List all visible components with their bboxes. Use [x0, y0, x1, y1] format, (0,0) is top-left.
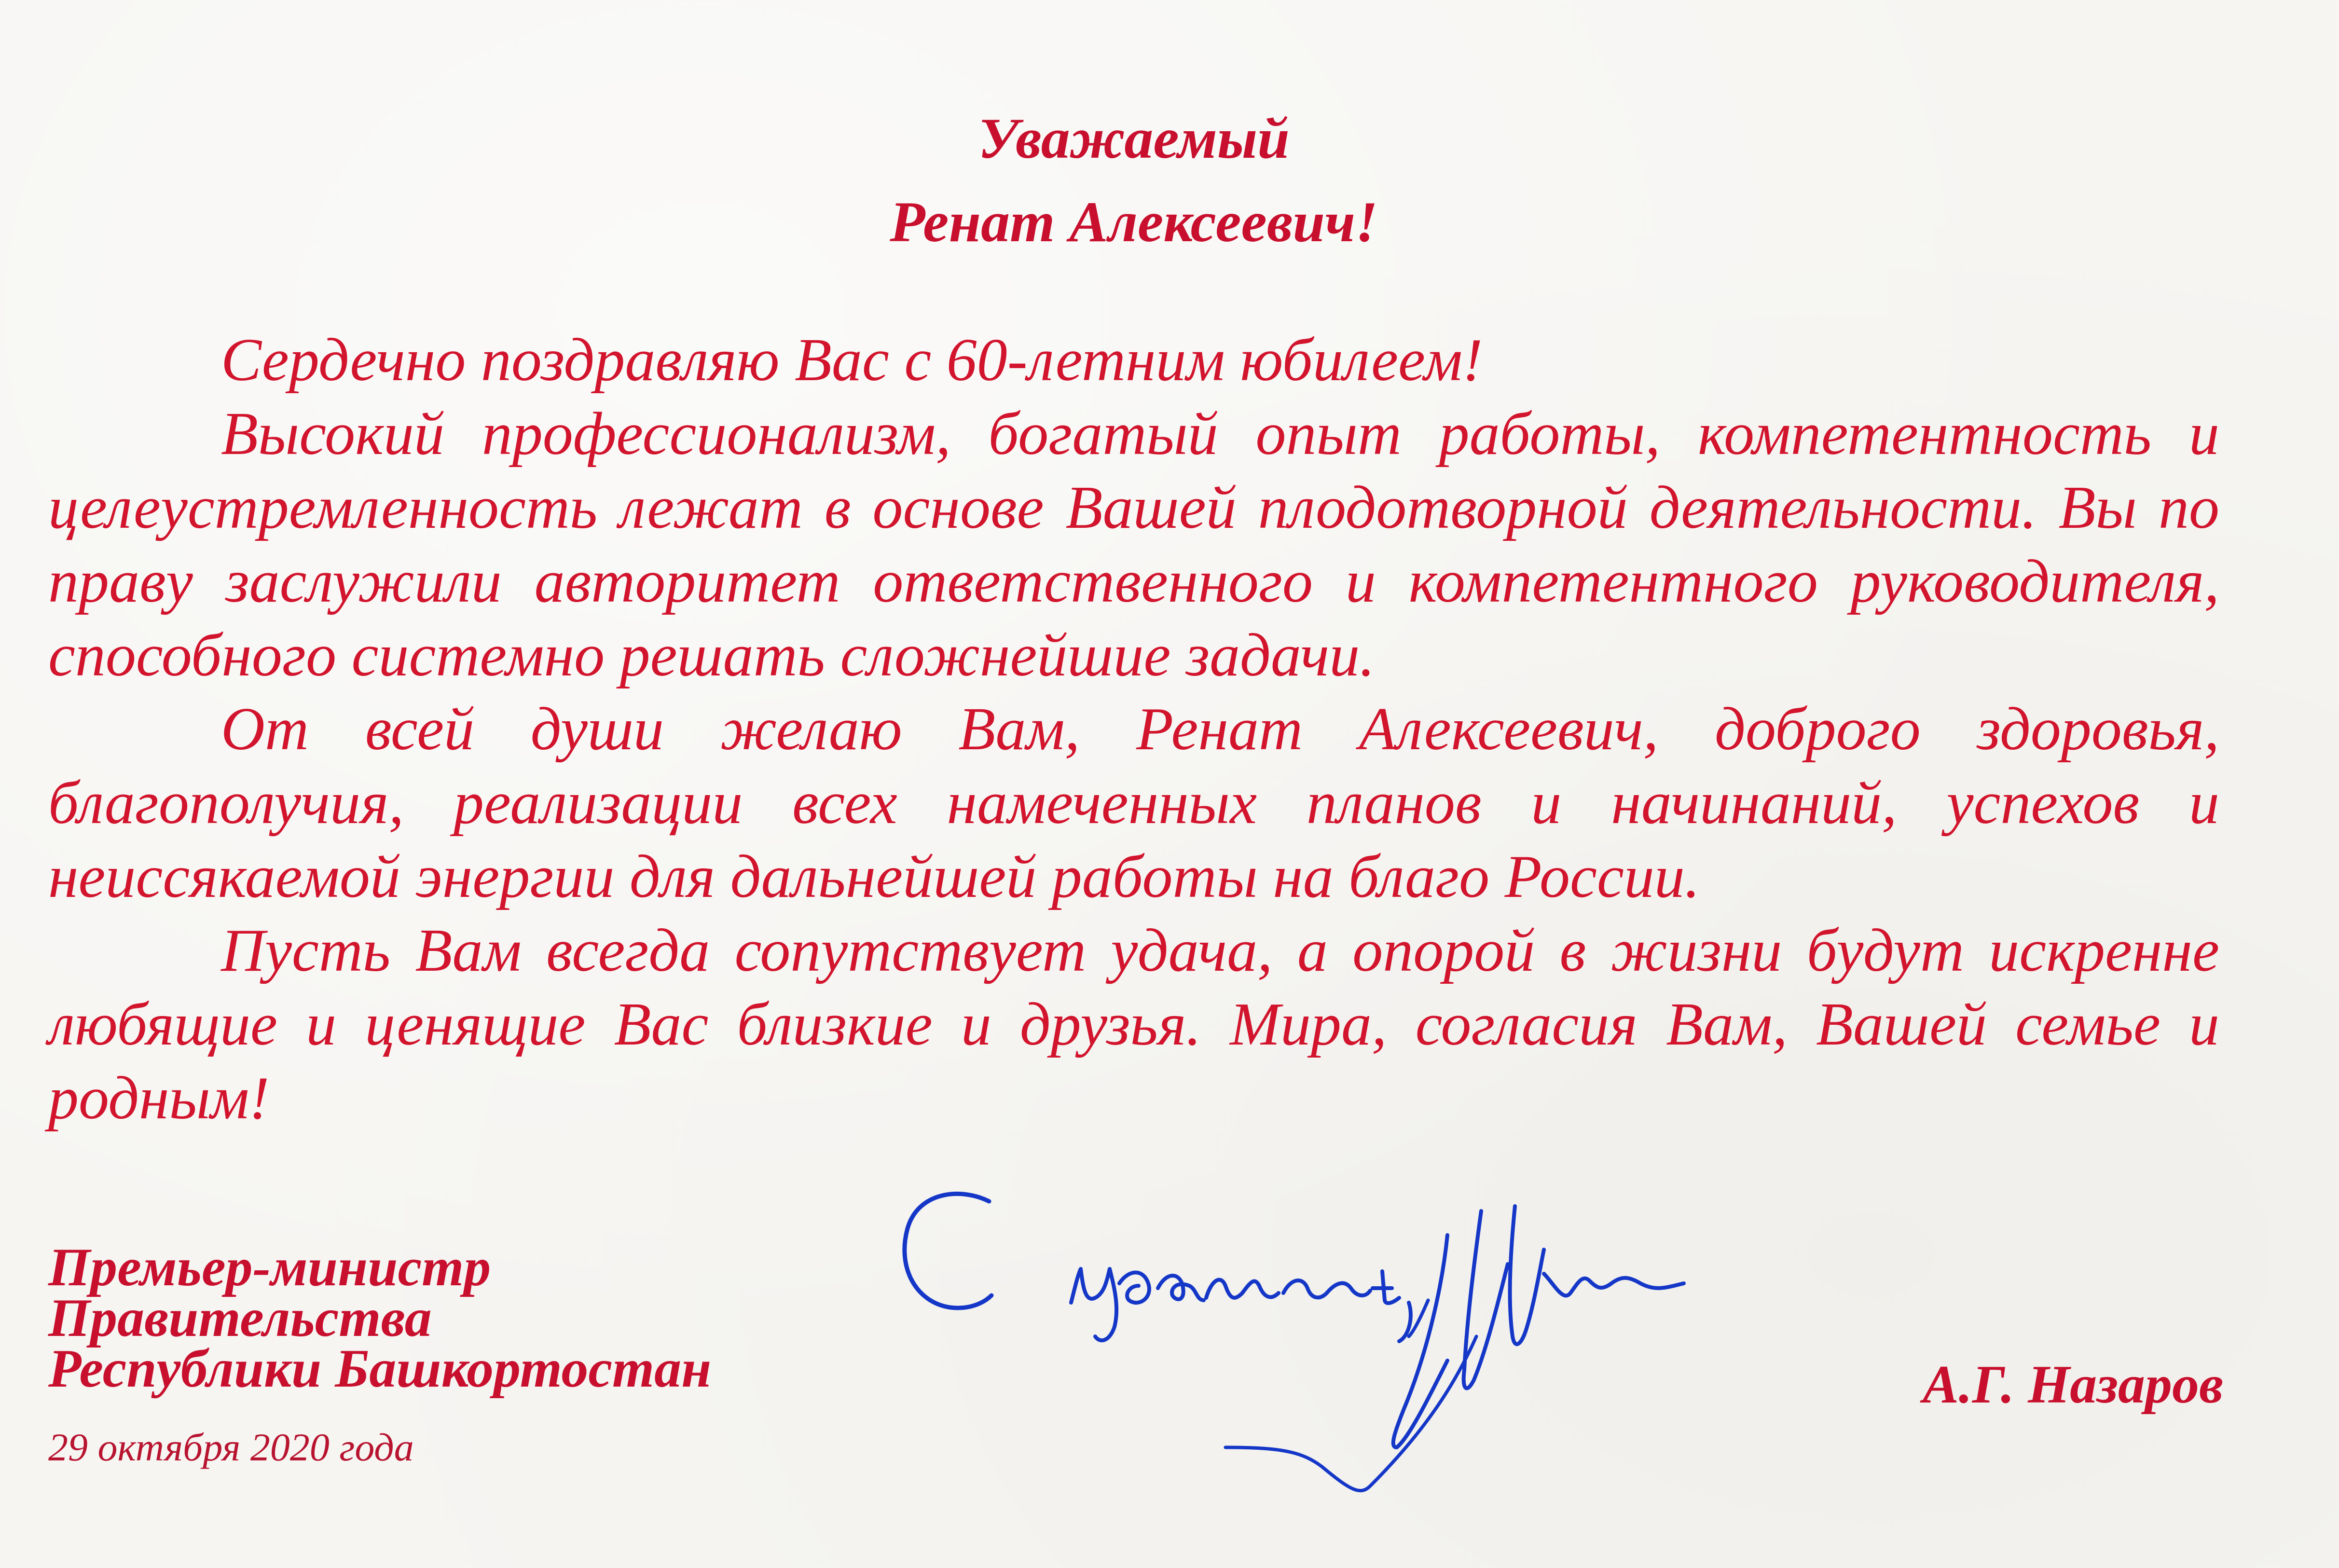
paragraph-closing: Пусть Вам всегда сопутствует удача, а опорой в жизни будут искренне любящие и ценящие Вас близкие и друзья. Мира, согласия Вам, Вашей семье и родным!	[48, 917, 2219, 1132]
paragraph-wishes: От всей души желаю Вам, Ренат Алексеевич, доброго здоровья, благополучия, реализации всех намеченных планов и начинаний, успехов и неиссякаемой энергии для дальнейшей работы на благо России.	[48, 696, 2219, 910]
handwriting-tail	[1225, 1336, 1476, 1491]
signatory-title-line-1: Премьер-министр	[48, 1238, 491, 1297]
paragraph-professionalism: Высокий профессионализм, богатый опыт работы, компетентность и целеустремленность лежат в основе Вашей плодотворной деятельности. Вы по праву заслужили авторитет ответственного и компетентного руководителя, способного системно решать сложнейшие задачи.	[48, 400, 2219, 689]
salutation-line-2: Ренат Алексеевич!	[890, 190, 1378, 254]
letter-date: 29 октября 2020 года	[48, 1425, 414, 1469]
handwriting-letter-c	[905, 1194, 991, 1308]
handwriting-word-regards	[1071, 1269, 1411, 1341]
handwriting-signature-scribble	[1393, 1206, 1684, 1447]
signatory-title-line-2: Правительства	[48, 1288, 432, 1348]
signatory-name: А.Г. Назаров	[1923, 1355, 2223, 1415]
handwritten-signature	[888, 1177, 1925, 1539]
signatory-title-line-3: Республики Башкортостан	[48, 1339, 712, 1399]
salutation-line-1: Уважаемый	[978, 106, 1290, 170]
letter-body	[48, 323, 2219, 1135]
signatory-title	[48, 1238, 712, 1399]
paragraph-congratulation: Сердечно поздравляю Вас с 60-летним юбилеем!	[221, 327, 1483, 394]
